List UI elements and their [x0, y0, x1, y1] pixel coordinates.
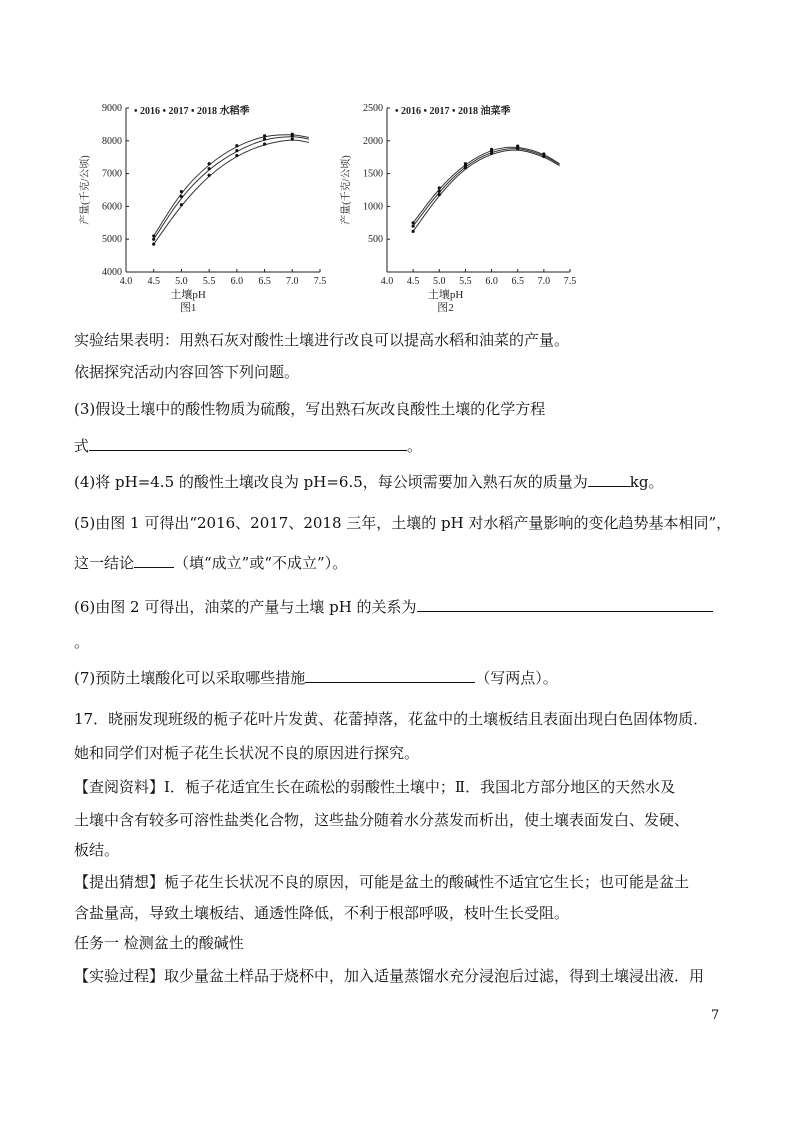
x-tick-label: 5.5 [202, 276, 216, 287]
q4-answer-blank[interactable] [588, 472, 630, 487]
q5-hint: （填“成立”或“不成立”）。 [174, 554, 348, 572]
q3-answer-blank[interactable] [89, 436, 407, 451]
q6-text: (6)由图 2 可得出，油菜的产量与土壤 pH 的关系为 [74, 598, 417, 616]
problem-17-line2: 她和同学们对栀子花生长状况不良的原因进行探究。 [74, 744, 420, 762]
question-5-line2 [74, 553, 347, 573]
problem-17-line3: 【查阅资料】Ⅰ．栀子花适宜生长在疏松的弱酸性土壤中；Ⅱ．我国北方部分地区的天然水及 [74, 778, 676, 796]
question-7 [74, 668, 558, 688]
series-line-2016 [154, 135, 309, 236]
q7-answer-blank[interactable] [305, 668, 475, 683]
y-tick-label: 8000 [102, 135, 122, 147]
x-tick-label: 7.5 [563, 276, 577, 287]
series-line-2016 [413, 147, 559, 223]
x-tick-label: 6.0 [230, 276, 244, 287]
data-point-2016 [235, 144, 238, 147]
y-tick-label: 2500 [363, 103, 383, 114]
data-point-2018 [291, 138, 294, 141]
data-point-2017 [208, 167, 211, 170]
data-point-2017 [263, 138, 266, 141]
x-tick-label: 4.5 [147, 276, 160, 287]
data-point-2016 [180, 190, 183, 193]
q3-text: 式 [74, 437, 90, 455]
x-tick-label: 4.0 [380, 276, 394, 287]
series-line-2017 [413, 149, 559, 226]
data-point-2017 [412, 224, 415, 227]
x-tick-label: 6.5 [258, 276, 271, 287]
data-point-2018 [516, 147, 519, 150]
data-point-2018 [152, 243, 155, 246]
x-tick-label: 7.0 [537, 276, 551, 287]
x-tick-label: 6.0 [485, 276, 498, 287]
problem-17-line5: 板结。 [74, 841, 120, 859]
q5-text: 这一结论 [74, 554, 135, 572]
y-tick-label: 4000 [102, 267, 122, 278]
series-line-2017 [154, 137, 309, 240]
data-point-2016 [208, 162, 211, 165]
y-axis-label: 产量(千克/公顷) [80, 155, 91, 225]
problem-17-line7: 含盐量高，导致土壤板结、通透性降低，不利于根部呼吸，枝叶生长受阻。 [74, 904, 570, 922]
q5-answer-blank[interactable] [134, 553, 174, 568]
data-point-2018 [412, 230, 415, 233]
data-point-2018 [180, 203, 183, 206]
question-4 [74, 472, 663, 492]
figure-caption: 图2 [437, 302, 454, 314]
y-tick-label: 2000 [363, 135, 383, 147]
data-point-2018 [208, 174, 211, 177]
y-tick-label: 500 [368, 234, 383, 246]
data-point-2017 [291, 134, 294, 137]
q7-hint: （写两点）。 [475, 669, 558, 687]
q3-end: 。 [407, 437, 423, 455]
data-point-2018 [490, 152, 493, 155]
y-axis-label: 产量(千克/公顷) [341, 155, 352, 225]
data-point-2017 [438, 190, 441, 193]
y-tick-label: 6000 [102, 201, 122, 213]
data-point-2018 [464, 166, 467, 169]
question-6-line2: 。 [74, 633, 90, 651]
data-point-2018 [263, 142, 266, 145]
y-tick-label: 5000 [102, 234, 122, 246]
chart-rice-yield [70, 96, 330, 326]
data-point-2016 [438, 186, 441, 189]
x-tick-label: 7.5 [313, 276, 327, 287]
x-tick-label: 6.5 [511, 276, 524, 287]
y-tick-label: 1500 [363, 168, 383, 180]
y-tick-label: 7000 [102, 168, 122, 180]
question-3-line2 [74, 436, 422, 456]
result-text: 实验结果表明：用熟石灰对酸性土壤进行改良可以提高水稻和油菜的产量。 [74, 331, 570, 349]
x-tick-label: 4.5 [406, 276, 420, 287]
data-point-2016 [263, 134, 266, 137]
data-point-2017 [152, 238, 155, 241]
series-line-2018 [154, 140, 309, 244]
x-tick-label: 4.0 [119, 276, 133, 287]
data-point-2018 [542, 155, 545, 158]
x-tick-label: 5.0 [433, 276, 446, 287]
question-6-line1 [74, 597, 713, 617]
chart-title: • 2016 • 2017 • 2018 油菜季 [395, 106, 511, 117]
x-tick-label: 5.0 [175, 276, 188, 287]
question-3-line1: (3)假设土壤中的酸性物质为硫酸，写出熟石灰改良酸性土壤的化学方程 [74, 400, 546, 418]
x-axis-label: 土壤pH [427, 289, 464, 301]
x-tick-label: 7.0 [286, 276, 299, 287]
series-line-2018 [413, 150, 559, 231]
q7-text: (7)预防土壤酸化可以采取哪些措施 [74, 669, 306, 687]
data-point-2017 [180, 195, 183, 198]
page-number: 7 [711, 1008, 720, 1023]
y-tick-label: 9000 [102, 103, 122, 114]
figure-caption: 图1 [179, 302, 197, 314]
problem-17-line8: 任务一 检测盆土的酸碱性 [74, 934, 244, 952]
chart-rapeseed-yield [341, 96, 595, 326]
problem-17-line4: 土壤中含有较多可溶性盐类化合物，这些盐分随着水分蒸发而析出，使土壤表面发白、发硬、 [74, 811, 690, 829]
y-tick-label: 1000 [363, 201, 383, 213]
x-tick-label: 5.5 [459, 276, 472, 287]
chart-rapeseed-svg [341, 96, 595, 326]
question-5-line1: (5)由图 1 可得出“2016、2017、2018 三年，土壤的 pH 对水稻产量影响的变化趋势基本相同”， [74, 514, 732, 532]
chart-rice-svg [70, 96, 330, 326]
problem-17-line6: 【提出猜想】栀子花生长状况不良的原因，可能是盆土的酸碱性不适宜它生长；也可能是盆土 [74, 873, 690, 891]
intro-text: 依据探究活动内容回答下列问题。 [74, 363, 300, 381]
data-point-2018 [438, 193, 441, 196]
x-axis-label: 土壤pH [170, 289, 206, 301]
problem-17-line1: 17．晓丽发现班级的栀子花叶片发黄、花蕾掉落，花盆中的土壤板结且表面出现白色固体物质． [74, 710, 709, 728]
q4-unit: kg。 [629, 473, 664, 491]
chart-title: • 2016 • 2017 • 2018 水稻季 [134, 106, 250, 117]
problem-17-line9: 【实验过程】取少量盆土样品于烧杯中，加入适量蒸馏水充分浸泡后过滤，得到土壤浸出液．用 [74, 967, 705, 985]
data-point-2017 [235, 149, 238, 152]
q4-text: (4)将 pH=4.5 的酸性土壤改良为 pH=6.5，每公顷需要加入熟石灰的质量为 [74, 473, 588, 491]
q6-answer-blank[interactable] [417, 597, 713, 612]
data-point-2018 [235, 154, 238, 157]
